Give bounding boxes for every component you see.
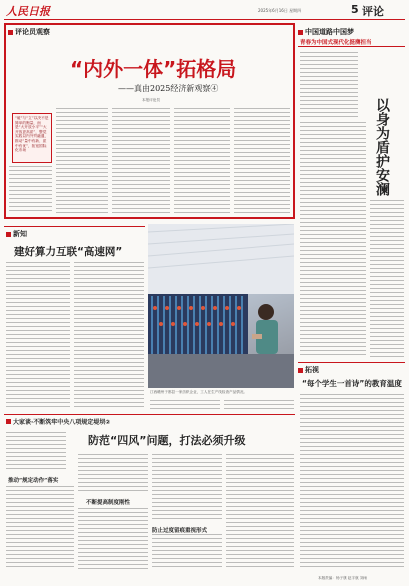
feature-body-col-0 <box>9 166 52 213</box>
masthead-logo: 人民日报 <box>6 5 50 18</box>
feature-author: 本报评论员 <box>142 98 160 102</box>
top-right-body-b <box>300 122 366 358</box>
top-right-section-tag <box>298 27 354 37</box>
bottom-subhead-2: 不断提高制度刚性 <box>86 500 131 506</box>
bottom-subhead-3: 防止过度留痕重视形式 <box>152 528 208 534</box>
feature-headline: “内外一体”拓格局 <box>70 57 237 81</box>
section-square-icon <box>6 232 11 237</box>
mid-right-rule <box>298 362 405 363</box>
bottom-body-c <box>78 454 148 494</box>
section-square-icon <box>8 30 13 35</box>
top-right-vertical-title: 以身为盾护安澜 <box>374 98 390 196</box>
mid-right-section-tag <box>298 365 319 375</box>
bottom-body-e <box>152 454 222 522</box>
mid-right-headline: “每个学生一首诗”的教育温度 <box>302 379 402 388</box>
mid-left-body-b <box>74 262 144 408</box>
bottom-body-g <box>226 454 294 570</box>
feature-body-col-3 <box>174 108 230 213</box>
section-square-icon <box>298 30 303 35</box>
bottom-body-a <box>6 432 66 472</box>
mid-photo-text-b <box>224 400 294 412</box>
top-right-body-a <box>300 52 358 118</box>
bottom-headline: 防范“四风”问题，打法必须升级 <box>88 434 246 447</box>
mid-left-rule <box>4 226 145 227</box>
bottom-body-f <box>152 534 222 570</box>
photo-caption: 江西赣州于都县一家纺织企业，工人在生产线检查产品情况。 <box>150 390 248 394</box>
factory-photo <box>148 224 294 388</box>
bottom-rule <box>4 414 295 415</box>
top-right-rule <box>298 46 405 47</box>
top-right-body-c <box>370 200 404 358</box>
feature-section-tag <box>8 27 50 37</box>
section-square-icon <box>6 419 11 424</box>
mid-left-tag-label: 新知 <box>13 230 27 238</box>
mid-right-tag-label: 拓视 <box>305 366 319 374</box>
pull-quote-text: “破”与“立”以决不是简单的衡量，而是“大开放小平”“大开放更高质”，整觉实践以内外贸融通，推动“量中有新、质中有优”，拓宽国际化市场 <box>15 116 49 153</box>
mid-photo-text-a <box>150 400 220 412</box>
mid-left-body-a <box>6 262 70 408</box>
bottom-tag-label: 大家谈·不断筑牢中央八项规定堤坝② <box>13 419 111 426</box>
bottom-section-tag <box>6 417 110 426</box>
mid-left-headline: 建好算力互联“高速网” <box>14 246 123 258</box>
bottom-body-b <box>6 486 74 570</box>
feature-tag-label: 评论员观察 <box>15 28 50 36</box>
feature-body-col-2 <box>112 108 170 213</box>
top-right-tag-label: 中国道路中国梦 <box>305 28 354 36</box>
feature-subhead: ——真由2025经济新观察④ <box>118 84 219 93</box>
pull-quote <box>12 113 52 163</box>
masthead-rule <box>4 19 405 20</box>
feature-body-col-1 <box>56 108 108 213</box>
page-number: 5 <box>351 3 359 16</box>
bottom-subhead-1: 推动“规定动作”落实 <box>8 478 59 484</box>
mid-left-section-tag <box>6 229 27 239</box>
page-footer: 本版责编：杨子康 赵宇航 刘雨 <box>318 576 368 580</box>
section-square-icon <box>298 368 303 373</box>
bottom-body-d <box>78 508 148 570</box>
feature-body-col-4 <box>234 108 290 213</box>
masthead-date: 2025年6月16日 星期四 <box>258 8 302 13</box>
top-right-subtag: 青春为中国式现代化挺膺担当 <box>300 40 372 46</box>
section-name: 评论 <box>362 5 384 18</box>
factory-photo-art <box>148 224 294 388</box>
mid-right-body <box>300 394 404 570</box>
